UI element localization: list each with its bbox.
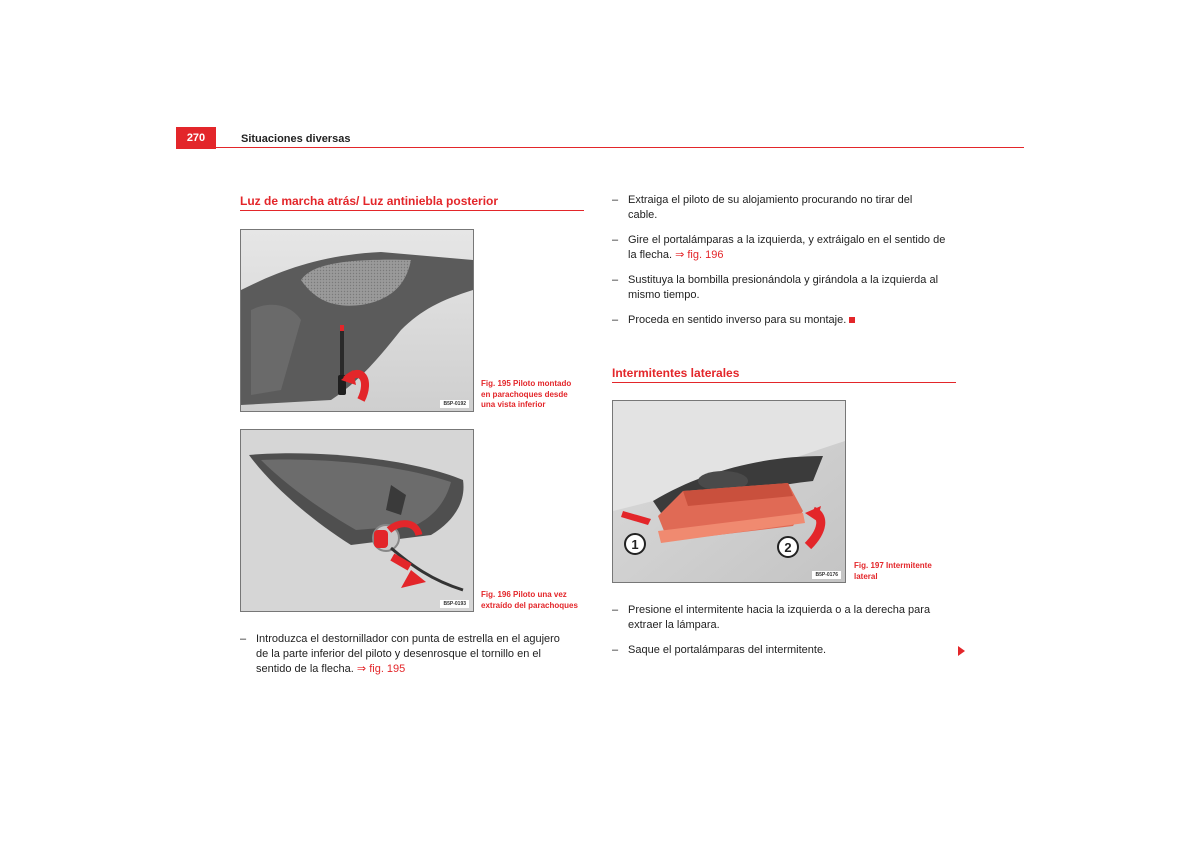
figure-196-code: B5P-0193 [440,600,469,608]
figure-195-image [240,229,474,412]
step-line: Gire el portalámparas a la izquierda, y extráigalo en el sentido de [628,234,946,246]
figure-197-marker-1: 1 [631,537,639,552]
caption-line: Fig. 197 Intermitente [854,561,932,570]
figure-195-code: B5P-0192 [440,400,469,408]
step-line: cable. [628,209,658,221]
figure-reference-link[interactable]: ⇒ fig. 196 [675,249,724,261]
figure-197-marker-2: 2 [784,540,792,555]
figure-195-caption [481,379,571,411]
step-line: Saque el portalámparas del intermitente. [628,644,827,656]
figure-196-caption [481,590,578,611]
section-rule [240,210,584,211]
instruction-step [612,273,957,305]
step-line: de la parte inferior del piloto y desenrosque el tornillo en el [256,648,541,660]
figure-197-code: B5P-0176 [812,571,841,579]
bullet-dash: – [612,274,619,286]
bullet-dash: – [612,314,619,326]
step-line: Sustituya la bombilla presionándola y girándola a la izquierda al [628,274,939,286]
caption-line: Fig. 196 Piloto una vez [481,590,567,599]
caption-line: Fig. 195 Piloto montado [481,379,572,388]
step-line: extraer la lámpara. [628,619,720,631]
caption-line: en parachoques desde [481,389,568,399]
header-rule [216,147,1024,148]
instruction-step [612,233,957,265]
step-line: Extraiga el piloto de su alojamiento procurando no tirar del [628,194,913,206]
bullet-dash: – [240,633,247,645]
bullet-dash: – [612,234,619,246]
step-line: Presione el intermitente hacia la izquierda o a la derecha para [628,604,931,616]
section-rule [612,382,956,383]
instruction-step [612,193,957,225]
red-square-icon [849,317,855,323]
instruction-step [612,313,957,329]
caption-line: extraído del parachoques [481,600,578,610]
step-line: la flecha. [628,249,673,261]
figure-197-image [612,400,846,583]
bullet-dash: – [612,644,619,656]
step-line: Introduzca el destornillador con punta de estrella en el agujero [256,633,560,645]
bullet-dash: – [612,604,619,616]
step-line: sentido de la flecha. [256,663,354,675]
figure-196-image [240,429,474,612]
figure-reference-link[interactable]: ⇒ fig. 195 [356,663,406,675]
instruction-step [240,632,584,694]
instruction-step [612,603,957,635]
section-title-side-indicators: Intermitentes laterales [612,366,740,380]
bullet-dash: – [612,194,619,206]
caption-line: una vista inferior [481,400,546,409]
instruction-step [612,643,957,659]
figure-197-caption [854,561,932,582]
red-triangle-arrow-icon [958,646,965,656]
step-line: mismo tiempo. [628,289,700,301]
step-line: Proceda en sentido inverso para su montaje. [628,314,847,326]
caption-line: lateral [854,571,878,581]
running-title: Situaciones diversas [241,133,351,145]
section-title-reverse-fog-light: Luz de marcha atrás/ Luz antiniebla posterior [240,194,499,208]
page-number: 270 [176,127,216,149]
